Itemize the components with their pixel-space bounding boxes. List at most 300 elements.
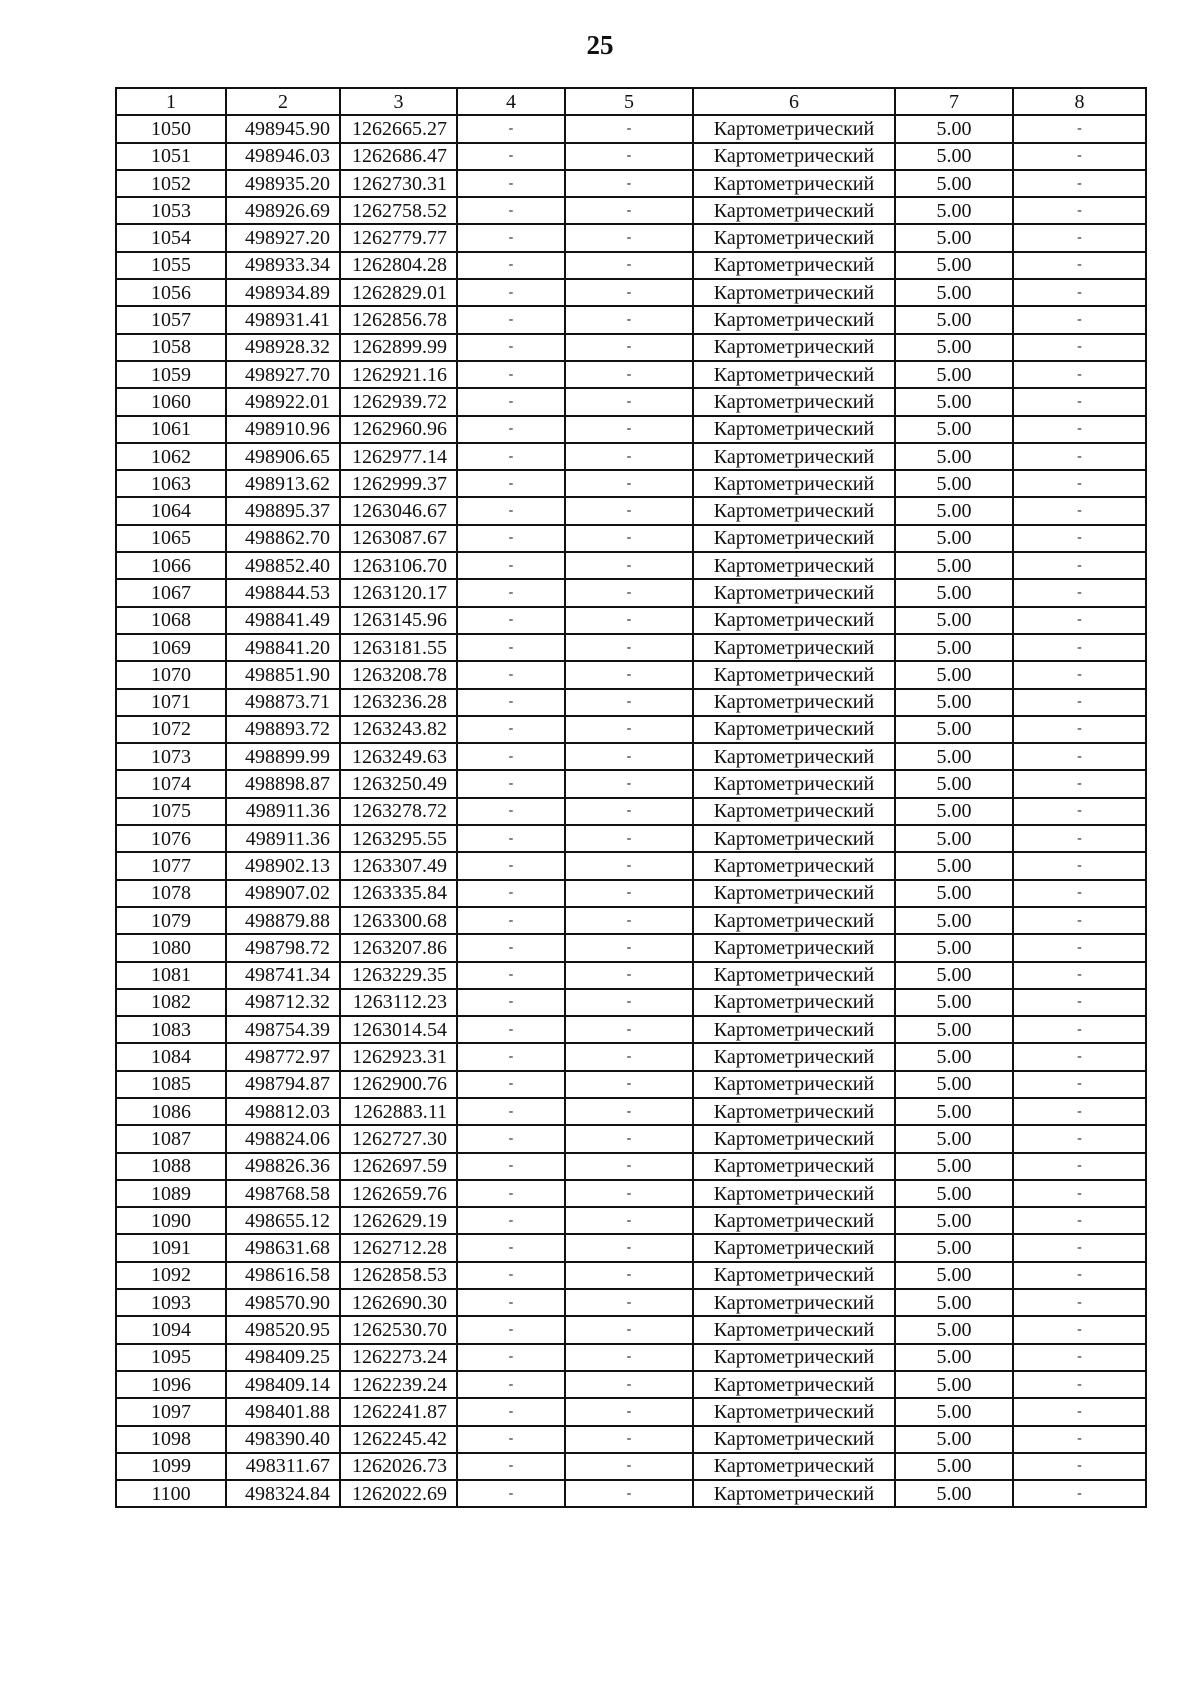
col-5-value: - [565, 743, 693, 770]
accuracy: 5.00 [895, 497, 1013, 524]
point-number: 1095 [116, 1344, 226, 1371]
accuracy: 5.00 [895, 170, 1013, 197]
method: Картометрический [693, 470, 895, 497]
table-row [116, 197, 1146, 224]
col-5-value: - [565, 579, 693, 606]
point-number: 1098 [116, 1426, 226, 1453]
coordinate-y: 1263243.82 [340, 716, 457, 743]
method: Картометрический [693, 770, 895, 797]
coordinate-x: 498324.84 [226, 1480, 340, 1507]
col-8-value: - [1013, 1207, 1146, 1234]
col-5-value: - [565, 143, 693, 170]
method: Картометрический [693, 1262, 895, 1289]
coordinate-y: 1262239.24 [340, 1371, 457, 1398]
accuracy: 5.00 [895, 689, 1013, 716]
accuracy: 5.00 [895, 252, 1013, 279]
point-number: 1074 [116, 770, 226, 797]
coordinate-x: 498911.36 [226, 798, 340, 825]
point-number: 1094 [116, 1316, 226, 1343]
method: Картометрический [693, 689, 895, 716]
col-8-value: - [1013, 1125, 1146, 1152]
coordinate-x: 498926.69 [226, 197, 340, 224]
col-8-value: - [1013, 361, 1146, 388]
coordinate-x: 498928.32 [226, 334, 340, 361]
coordinate-x: 498902.13 [226, 852, 340, 879]
table-row [116, 252, 1146, 279]
table-row [116, 743, 1146, 770]
col-5-value: - [565, 1371, 693, 1398]
accuracy: 5.00 [895, 443, 1013, 470]
table-row [116, 1426, 1146, 1453]
col-4-value: - [457, 880, 565, 907]
col-8-value: - [1013, 115, 1146, 142]
col-5-value: - [565, 170, 693, 197]
method: Картометрический [693, 1480, 895, 1507]
point-number: 1097 [116, 1398, 226, 1425]
col-5-value: - [565, 1453, 693, 1480]
col-5-value: - [565, 825, 693, 852]
col-8-value: - [1013, 579, 1146, 606]
coordinate-y: 1262026.73 [340, 1453, 457, 1480]
accuracy: 5.00 [895, 1207, 1013, 1234]
coordinate-y: 1262022.69 [340, 1480, 457, 1507]
col-4-value: - [457, 1071, 565, 1098]
table-row [116, 852, 1146, 879]
point-number: 1077 [116, 852, 226, 879]
col-4-value: - [457, 224, 565, 251]
coordinate-x: 498893.72 [226, 716, 340, 743]
accuracy: 5.00 [895, 224, 1013, 251]
col-8-value: - [1013, 989, 1146, 1016]
table-row [116, 1071, 1146, 1098]
table-row [116, 416, 1146, 443]
col-8-value: - [1013, 962, 1146, 989]
point-number: 1096 [116, 1371, 226, 1398]
method: Картометрический [693, 634, 895, 661]
coordinate-x: 498824.06 [226, 1125, 340, 1152]
col-5-value: - [565, 716, 693, 743]
table-row [116, 1316, 1146, 1343]
col-5-value: - [565, 1316, 693, 1343]
accuracy: 5.00 [895, 1371, 1013, 1398]
col-5-value: - [565, 1098, 693, 1125]
method: Картометрический [693, 1071, 895, 1098]
col-4-value: - [457, 388, 565, 415]
method: Картометрический [693, 962, 895, 989]
point-number: 1051 [116, 143, 226, 170]
column-header-6: 6 [693, 88, 895, 115]
coordinate-y: 1262804.28 [340, 252, 457, 279]
col-5-value: - [565, 1153, 693, 1180]
coordinate-x: 498913.62 [226, 470, 340, 497]
method: Картометрический [693, 197, 895, 224]
table-row [116, 525, 1146, 552]
col-5-value: - [565, 388, 693, 415]
col-5-value: - [565, 1180, 693, 1207]
point-number: 1072 [116, 716, 226, 743]
table-row [116, 907, 1146, 934]
coordinate-y: 1262999.37 [340, 470, 457, 497]
point-number: 1055 [116, 252, 226, 279]
point-number: 1053 [116, 197, 226, 224]
coordinate-x: 498911.36 [226, 825, 340, 852]
point-number: 1070 [116, 661, 226, 688]
accuracy: 5.00 [895, 661, 1013, 688]
method: Картометрический [693, 1316, 895, 1343]
method: Картометрический [693, 1344, 895, 1371]
coordinate-y: 1263278.72 [340, 798, 457, 825]
coordinate-y: 1263120.17 [340, 579, 457, 606]
coordinate-x: 498906.65 [226, 443, 340, 470]
table-row [116, 279, 1146, 306]
col-8-value: - [1013, 1453, 1146, 1480]
accuracy: 5.00 [895, 1262, 1013, 1289]
col-8-value: - [1013, 1153, 1146, 1180]
method: Картометрический [693, 306, 895, 333]
table-row [116, 1398, 1146, 1425]
col-5-value: - [565, 607, 693, 634]
accuracy: 5.00 [895, 1125, 1013, 1152]
coordinate-y: 1263014.54 [340, 1016, 457, 1043]
coordinate-y: 1262921.16 [340, 361, 457, 388]
point-number: 1067 [116, 579, 226, 606]
table-body [116, 115, 1146, 1507]
coordinate-y: 1262883.11 [340, 1098, 457, 1125]
coordinate-y: 1263106.70 [340, 552, 457, 579]
accuracy: 5.00 [895, 1043, 1013, 1070]
col-5-value: - [565, 416, 693, 443]
coordinate-x: 498409.25 [226, 1344, 340, 1371]
coordinate-x: 498852.40 [226, 552, 340, 579]
col-4-value: - [457, 852, 565, 879]
col-8-value: - [1013, 1480, 1146, 1507]
col-5-value: - [565, 306, 693, 333]
coordinate-x: 498945.90 [226, 115, 340, 142]
table-row [116, 224, 1146, 251]
accuracy: 5.00 [895, 962, 1013, 989]
col-5-value: - [565, 552, 693, 579]
col-8-value: - [1013, 1098, 1146, 1125]
coordinate-x: 498933.34 [226, 252, 340, 279]
method: Картометрический [693, 252, 895, 279]
coordinate-x: 498899.99 [226, 743, 340, 770]
col-5-value: - [565, 689, 693, 716]
point-number: 1092 [116, 1262, 226, 1289]
point-number: 1066 [116, 552, 226, 579]
col-8-value: - [1013, 497, 1146, 524]
coordinate-y: 1263207.86 [340, 934, 457, 961]
col-5-value: - [565, 470, 693, 497]
method: Картометрический [693, 825, 895, 852]
col-4-value: - [457, 1453, 565, 1480]
col-4-value: - [457, 1371, 565, 1398]
point-number: 1057 [116, 306, 226, 333]
coordinate-x: 498741.34 [226, 962, 340, 989]
col-4-value: - [457, 361, 565, 388]
coordinate-x: 498927.70 [226, 361, 340, 388]
col-8-value: - [1013, 852, 1146, 879]
accuracy: 5.00 [895, 716, 1013, 743]
coordinate-y: 1262712.28 [340, 1234, 457, 1261]
table-row [116, 1207, 1146, 1234]
method: Картометрический [693, 934, 895, 961]
col-4-value: - [457, 416, 565, 443]
col-4-value: - [457, 1098, 565, 1125]
coordinate-x: 498841.20 [226, 634, 340, 661]
accuracy: 5.00 [895, 1316, 1013, 1343]
col-8-value: - [1013, 1262, 1146, 1289]
table-row [116, 1180, 1146, 1207]
method: Картометрический [693, 388, 895, 415]
accuracy: 5.00 [895, 1398, 1013, 1425]
table-row [116, 1234, 1146, 1261]
point-number: 1079 [116, 907, 226, 934]
coordinate-y: 1262899.99 [340, 334, 457, 361]
accuracy: 5.00 [895, 743, 1013, 770]
col-4-value: - [457, 743, 565, 770]
table-row [116, 1098, 1146, 1125]
coordinate-y: 1262758.52 [340, 197, 457, 224]
coordinate-y: 1262273.24 [340, 1344, 457, 1371]
table-row [116, 607, 1146, 634]
accuracy: 5.00 [895, 1071, 1013, 1098]
col-8-value: - [1013, 470, 1146, 497]
accuracy: 5.00 [895, 770, 1013, 797]
col-8-value: - [1013, 1016, 1146, 1043]
col-8-value: - [1013, 443, 1146, 470]
table-row [116, 989, 1146, 1016]
col-8-value: - [1013, 1344, 1146, 1371]
col-8-value: - [1013, 1289, 1146, 1316]
point-number: 1069 [116, 634, 226, 661]
col-4-value: - [457, 798, 565, 825]
table-row [116, 470, 1146, 497]
col-5-value: - [565, 962, 693, 989]
col-5-value: - [565, 334, 693, 361]
coordinate-x: 498927.20 [226, 224, 340, 251]
column-header-3: 3 [340, 88, 457, 115]
point-number: 1087 [116, 1125, 226, 1152]
column-header-4: 4 [457, 88, 565, 115]
col-5-value: - [565, 1289, 693, 1316]
col-5-value: - [565, 1426, 693, 1453]
coordinate-y: 1262779.77 [340, 224, 457, 251]
col-5-value: - [565, 852, 693, 879]
point-number: 1073 [116, 743, 226, 770]
coordinate-y: 1262686.47 [340, 143, 457, 170]
coordinate-y: 1263335.84 [340, 880, 457, 907]
table-row [116, 1344, 1146, 1371]
point-number: 1084 [116, 1043, 226, 1070]
accuracy: 5.00 [895, 1153, 1013, 1180]
col-4-value: - [457, 1016, 565, 1043]
coordinate-y: 1262923.31 [340, 1043, 457, 1070]
col-8-value: - [1013, 143, 1146, 170]
coordinate-y: 1263112.23 [340, 989, 457, 1016]
col-8-value: - [1013, 634, 1146, 661]
col-8-value: - [1013, 170, 1146, 197]
coordinate-x: 498934.89 [226, 279, 340, 306]
col-4-value: - [457, 1289, 565, 1316]
coordinate-x: 498520.95 [226, 1316, 340, 1343]
point-number: 1082 [116, 989, 226, 1016]
col-8-value: - [1013, 1071, 1146, 1098]
table-row [116, 388, 1146, 415]
coordinate-y: 1262245.42 [340, 1426, 457, 1453]
accuracy: 5.00 [895, 852, 1013, 879]
coordinate-x: 498631.68 [226, 1234, 340, 1261]
coordinate-x: 498898.87 [226, 770, 340, 797]
coordinate-x: 498935.20 [226, 170, 340, 197]
table-row [116, 1262, 1146, 1289]
col-8-value: - [1013, 1043, 1146, 1070]
col-8-value: - [1013, 716, 1146, 743]
point-number: 1052 [116, 170, 226, 197]
coordinate-x: 498754.39 [226, 1016, 340, 1043]
table-row [116, 1016, 1146, 1043]
col-4-value: - [457, 1153, 565, 1180]
method: Картометрический [693, 361, 895, 388]
method: Картометрический [693, 716, 895, 743]
accuracy: 5.00 [895, 934, 1013, 961]
coordinate-x: 498401.88 [226, 1398, 340, 1425]
accuracy: 5.00 [895, 306, 1013, 333]
method: Картометрический [693, 443, 895, 470]
coordinate-y: 1263295.55 [340, 825, 457, 852]
method: Картометрический [693, 1453, 895, 1480]
coordinate-x: 498812.03 [226, 1098, 340, 1125]
col-8-value: - [1013, 770, 1146, 797]
point-number: 1060 [116, 388, 226, 415]
coordinate-y: 1262727.30 [340, 1125, 457, 1152]
method: Картометрический [693, 798, 895, 825]
accuracy: 5.00 [895, 880, 1013, 907]
point-number: 1083 [116, 1016, 226, 1043]
accuracy: 5.00 [895, 416, 1013, 443]
col-5-value: - [565, 934, 693, 961]
point-number: 1090 [116, 1207, 226, 1234]
method: Картометрический [693, 170, 895, 197]
accuracy: 5.00 [895, 798, 1013, 825]
coordinate-y: 1263249.63 [340, 743, 457, 770]
coordinate-y: 1263145.96 [340, 607, 457, 634]
col-4-value: - [457, 689, 565, 716]
col-4-value: - [457, 716, 565, 743]
coordinate-y: 1262659.76 [340, 1180, 457, 1207]
coordinate-y: 1263087.67 [340, 525, 457, 552]
table-row [116, 716, 1146, 743]
point-number: 1058 [116, 334, 226, 361]
coordinate-x: 498851.90 [226, 661, 340, 688]
col-5-value: - [565, 1043, 693, 1070]
coordinate-x: 498922.01 [226, 388, 340, 415]
point-number: 1054 [116, 224, 226, 251]
col-4-value: - [457, 1480, 565, 1507]
accuracy: 5.00 [895, 579, 1013, 606]
coordinate-y: 1263307.49 [340, 852, 457, 879]
table-row [116, 306, 1146, 333]
table-row [116, 880, 1146, 907]
accuracy: 5.00 [895, 197, 1013, 224]
table-row [116, 962, 1146, 989]
table-row [116, 1453, 1146, 1480]
col-4-value: - [457, 1207, 565, 1234]
col-5-value: - [565, 880, 693, 907]
col-4-value: - [457, 934, 565, 961]
col-5-value: - [565, 989, 693, 1016]
point-number: 1065 [116, 525, 226, 552]
method: Картометрический [693, 989, 895, 1016]
col-4-value: - [457, 962, 565, 989]
col-5-value: - [565, 497, 693, 524]
accuracy: 5.00 [895, 1453, 1013, 1480]
method: Картометрический [693, 743, 895, 770]
method: Картометрический [693, 880, 895, 907]
column-header-7: 7 [895, 88, 1013, 115]
method: Картометрический [693, 907, 895, 934]
col-8-value: - [1013, 798, 1146, 825]
column-header-2: 2 [226, 88, 340, 115]
col-8-value: - [1013, 224, 1146, 251]
point-number: 1071 [116, 689, 226, 716]
coordinate-x: 498772.97 [226, 1043, 340, 1070]
col-4-value: - [457, 989, 565, 1016]
method: Картометрический [693, 1016, 895, 1043]
coordinate-y: 1262697.59 [340, 1153, 457, 1180]
coordinate-x: 498768.58 [226, 1180, 340, 1207]
coordinate-y: 1262977.14 [340, 443, 457, 470]
coordinate-y: 1262960.96 [340, 416, 457, 443]
col-5-value: - [565, 443, 693, 470]
col-4-value: - [457, 1125, 565, 1152]
coordinate-y: 1263250.49 [340, 770, 457, 797]
coordinate-y: 1263236.28 [340, 689, 457, 716]
col-5-value: - [565, 252, 693, 279]
col-4-value: - [457, 115, 565, 142]
method: Картометрический [693, 525, 895, 552]
coordinate-x: 498712.32 [226, 989, 340, 1016]
coordinate-x: 498570.90 [226, 1289, 340, 1316]
coordinate-y: 1262629.19 [340, 1207, 457, 1234]
coordinate-y: 1262530.70 [340, 1316, 457, 1343]
col-4-value: - [457, 1234, 565, 1261]
table-row [116, 552, 1146, 579]
col-8-value: - [1013, 880, 1146, 907]
accuracy: 5.00 [895, 525, 1013, 552]
method: Картометрический [693, 416, 895, 443]
point-number: 1088 [116, 1153, 226, 1180]
method: Картометрический [693, 1153, 895, 1180]
accuracy: 5.00 [895, 1426, 1013, 1453]
method: Картометрический [693, 1289, 895, 1316]
accuracy: 5.00 [895, 1289, 1013, 1316]
accuracy: 5.00 [895, 607, 1013, 634]
col-4-value: - [457, 279, 565, 306]
col-4-value: - [457, 306, 565, 333]
point-number: 1061 [116, 416, 226, 443]
coordinate-y: 1262665.27 [340, 115, 457, 142]
coordinate-x: 498409.14 [226, 1371, 340, 1398]
coordinate-y: 1262690.30 [340, 1289, 457, 1316]
col-5-value: - [565, 1344, 693, 1371]
col-4-value: - [457, 525, 565, 552]
accuracy: 5.00 [895, 1180, 1013, 1207]
col-4-value: - [457, 497, 565, 524]
col-8-value: - [1013, 1316, 1146, 1343]
col-5-value: - [565, 1016, 693, 1043]
accuracy: 5.00 [895, 1344, 1013, 1371]
method: Картометрический [693, 552, 895, 579]
